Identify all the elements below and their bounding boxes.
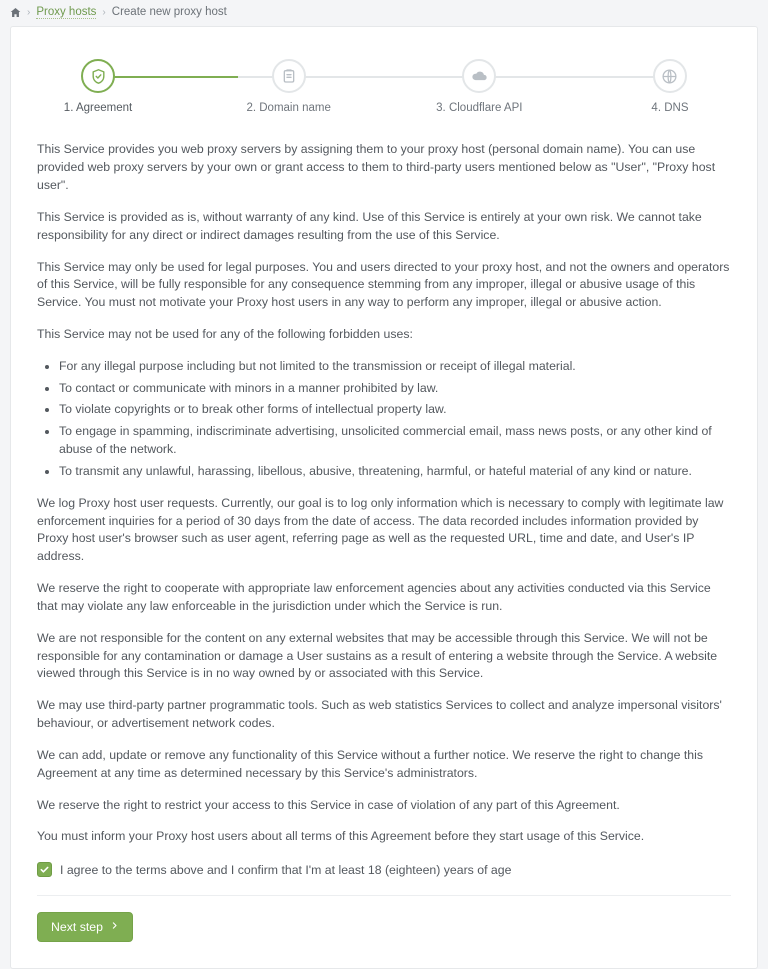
list-item: • To contact or communicate with minors in a manner prohibited by law.: [59, 380, 731, 398]
clipboard-icon: [272, 59, 306, 93]
breadcrumb: [0, 0, 768, 24]
chevron-right-icon: [110, 921, 119, 933]
terms-paragraph: We reserve the right to restrict your access to this Service in case of violation of any part of this Agreement.: [37, 797, 620, 812]
terms-paragraph: This Service may only be used for legal purposes. You and users directed to your proxy host, and not the owners and operators of this Service, will be fully responsible for any consequence stemming from any improper, illegal or abusive usage of this Service. You must not motivate your Proxy host users in any way to perform any improper, illegal or abusive action.: [37, 259, 730, 310]
step-domain-name-label: 2. Domain name: [246, 102, 331, 114]
step-cloudflare-api[interactable]: [424, 59, 534, 115]
terms-paragraph: We log Proxy host user requests. Currently, our goal is to log only information which is necessary to comply with legitimate law enforcement inquiries for a period of 30 days from the date of access. The data recorded includes information provided by Proxy host user's browser such as user agent, referring page as well as the requested URL, time and date, and User's IP address.: [37, 495, 724, 564]
agreement-row: [37, 862, 731, 877]
terms-paragraph: You must inform your Proxy host users about all terms of this Agreement before they start usage of this Service.: [37, 829, 645, 844]
next-step-button[interactable]: [37, 912, 133, 942]
step-cloudflare-api-label: 3. Cloudflare API: [436, 102, 523, 114]
breadcrumb-separator-2: ›: [102, 6, 106, 18]
breadcrumb-link-proxy-hosts[interactable]: Proxy hosts: [36, 5, 97, 18]
list-item: • To engage in spamming, indiscriminate advertising, unsolicited commercial email, mass news posts, or any other kind of abuse of the network.: [59, 423, 731, 459]
terms-paragraph: We can add, update or remove any functionality of this Service without a further notice. We reserve the right to change this Agreement at any time as determined necessary by this Service's administrators.: [37, 747, 703, 780]
terms-paragraph: This Service may not be used for any of the following forbidden uses:: [37, 327, 413, 341]
breadcrumb-current: Create new proxy host: [111, 6, 227, 18]
step-agreement-label: 1. Agreement: [63, 102, 133, 114]
breadcrumb-separator-1: ›: [27, 6, 31, 18]
step-agreement[interactable]: [43, 59, 153, 115]
terms-text: [37, 141, 731, 846]
wizard-stepper: [43, 59, 725, 115]
cloud-icon: [462, 59, 496, 93]
step-domain-name[interactable]: [234, 59, 344, 115]
check-icon: [39, 864, 50, 875]
terms-paragraph: We may use third-party partner programmatic tools. Such as web statistics Services to collect and analyze impersonal visitors' behaviour, or advertisement network codes.: [37, 698, 722, 731]
terms-paragraph: We are not responsible for the content on any external websites that may be accessible through this Service. We will not be responsible for any contamination or damage a User sustains as a result of entering a website through the Service. A website viewed through this Service is in no way owned by or associated with this Service.: [37, 630, 718, 681]
agree-terms-label[interactable]: I agree to the terms above and I confirm that I'm at least 18 (eighteen) years of age: [60, 862, 512, 877]
globe-icon: [653, 59, 687, 93]
list-item: • To transmit any unlawful, harassing, libellous, abusive, threatening, harmful, or hateful material of any kind or nature.: [59, 463, 731, 481]
footer-divider: [37, 895, 731, 896]
agree-terms-checkbox[interactable]: [37, 862, 52, 877]
list-item: • To violate copyrights or to break other forms of intellectual property law.: [59, 401, 731, 419]
shield-check-icon: [81, 59, 115, 93]
home-icon[interactable]: [10, 7, 21, 18]
step-dns[interactable]: [615, 59, 725, 115]
terms-paragraph: This Service provides you web proxy servers by assigning them to your proxy host (personal domain name). You can use provided web proxy servers by your own or grant access to them to third-party users mentioned below as "User", "Proxy host user".: [37, 142, 716, 193]
terms-paragraph: This Service is provided as is, without warranty of any kind. Use of this Service is entirely at your own risk. We cannot take responsibility for any direct or indirect damages resulting from the use of this Service.: [37, 209, 702, 242]
step-dns-label: 4. DNS: [651, 102, 689, 114]
create-proxy-host-card: [10, 26, 758, 969]
next-step-label: Next step: [51, 920, 103, 935]
forbidden-uses-list: [37, 358, 731, 481]
list-item: • For any illegal purpose including but not limited to the transmission or receipt of illegal material.: [59, 358, 731, 376]
terms-paragraph: We reserve the right to cooperate with appropriate law enforcement agencies about any activities conducted via this Service that may violate any law enforceable in the jurisdiction under which the Service is run.: [37, 581, 711, 613]
